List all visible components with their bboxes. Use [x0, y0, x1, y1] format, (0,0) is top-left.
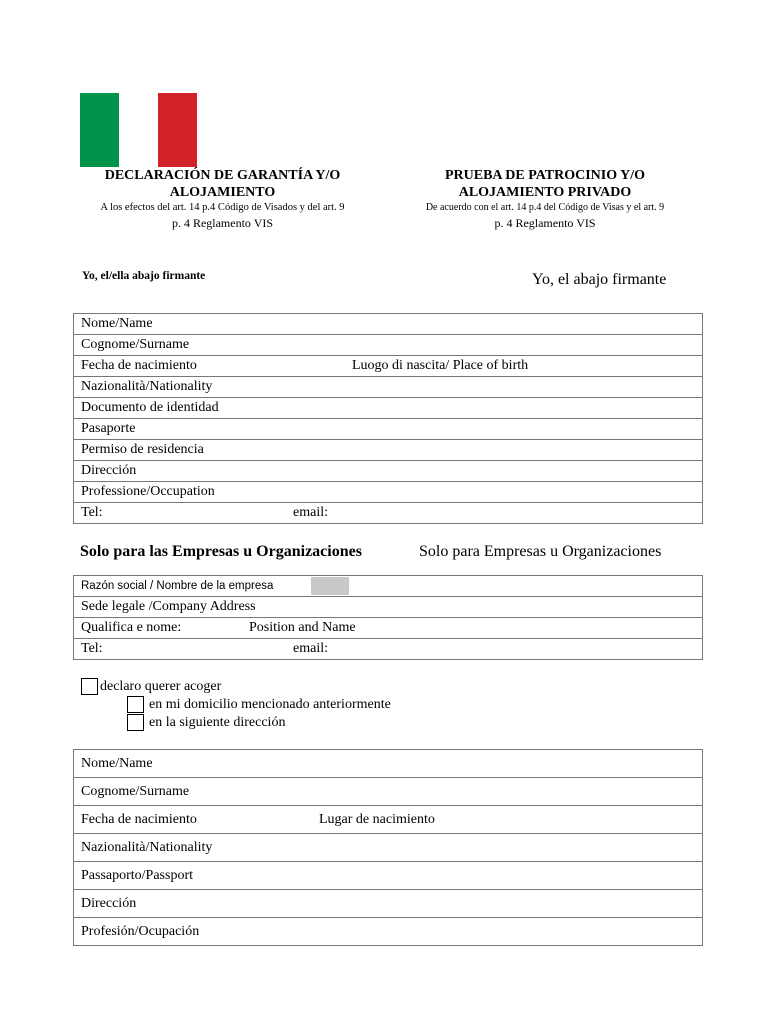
company-contact-field[interactable] [74, 639, 703, 660]
intro-left-label: Yo, el/ella abajo firmante [82, 270, 206, 282]
header-left-subtitle-2: p. 4 Reglamento VIS [171, 216, 274, 230]
header-left [80, 167, 365, 231]
declare-hosting-row [81, 678, 221, 695]
signer-nationality-field[interactable] [74, 377, 703, 398]
company-name-label: Razón social / Nombre de la empresa [81, 580, 274, 592]
signer-tel-label: Tel: [81, 505, 103, 520]
flag-red-stripe [158, 93, 197, 167]
company-email-label: email: [293, 641, 328, 656]
declare-hosting-checkbox[interactable] [81, 678, 98, 695]
header-right-subtitle-1: De acuerdo con el art. 14 p.4 del Código de Visas y el art. 9 [425, 202, 665, 213]
company-form-table [73, 575, 703, 660]
option-home-row [127, 696, 391, 713]
guest-nationality-field[interactable] [74, 834, 703, 862]
company-qualification-label: Qualifica e nome: [81, 620, 182, 635]
signer-surname-field[interactable] [74, 335, 703, 356]
guest-name-field[interactable] [74, 750, 703, 778]
declare-hosting-label: declaro querer acoger [100, 678, 222, 694]
guest-nationality-label: Nazionalità/Nationality [81, 839, 213, 855]
header-right [400, 167, 690, 231]
flag-green-stripe [80, 93, 119, 167]
option-address-row [127, 714, 285, 731]
signer-occupation-field[interactable] [74, 482, 703, 503]
company-section-title-left: Solo para las Empresas u Organizaciones [80, 543, 362, 560]
company-name-field[interactable] [74, 576, 703, 597]
signer-email-label: email: [293, 505, 328, 520]
company-address-field[interactable] [74, 597, 703, 618]
signer-address-label: Dirección [81, 463, 137, 478]
signer-name-field[interactable] [74, 314, 703, 335]
signer-nationality-label: Nazionalità/Nationality [81, 379, 213, 394]
guest-form-table [73, 749, 703, 946]
company-qualification-field[interactable] [74, 618, 703, 639]
guest-name-label: Nome/Name [81, 755, 153, 771]
signer-birth-date-label: Fecha de nacimiento [81, 358, 197, 373]
signer-id-document-label: Documento de identidad [81, 400, 219, 415]
option-home-checkbox[interactable] [127, 696, 144, 713]
header-left-title-1: DECLARACIÓN DE GARANTÍA Y/O [104, 168, 341, 183]
flag-white-stripe [119, 93, 158, 167]
guest-surname-field[interactable] [74, 778, 703, 806]
company-position-label: Position and Name [249, 620, 356, 635]
header-left-title-2: ALOJAMIENTO [169, 185, 276, 200]
guest-surname-label: Cognome/Surname [81, 783, 190, 799]
company-address-label: Sede legale /Company Address [81, 599, 256, 614]
company-name-input-placeholder[interactable] [311, 577, 349, 595]
intro-right-label: Yo, el abajo firmante [532, 271, 667, 288]
signer-passport-field[interactable] [74, 419, 703, 440]
header-right-title-1: PRUEBA DE PATROCINIO Y/O [444, 168, 646, 183]
guest-birth-place-label: Lugar de nacimiento [319, 811, 435, 827]
signer-address-field[interactable] [74, 461, 703, 482]
signer-residence-permit-field[interactable] [74, 440, 703, 461]
signer-contact-field[interactable] [74, 503, 703, 524]
guest-occupation-label: Profesión/Ocupación [81, 923, 200, 939]
italian-flag [80, 93, 197, 167]
guest-birth-field[interactable] [74, 806, 703, 834]
signer-id-document-field[interactable] [74, 398, 703, 419]
option-home-label: en mi domicilio mencionado anteriormente [149, 696, 391, 712]
signer-form-table [73, 313, 703, 524]
signer-occupation-label: Professione/Occupation [81, 484, 215, 499]
option-address-checkbox[interactable] [127, 714, 144, 731]
header-right-title-2: ALOJAMIENTO PRIVADO [458, 185, 632, 200]
signer-passport-label: Pasaporte [81, 421, 136, 436]
guest-occupation-field[interactable] [74, 918, 703, 946]
guest-passport-label: Passaporto/Passport [81, 867, 193, 883]
header-left-subtitle-1: A los efectos del art. 14 p.4 Código de Visados y del art. 9 [100, 202, 345, 213]
signer-surname-label: Cognome/Surname [81, 337, 190, 352]
header-right-subtitle-2: p. 4 Reglamento VIS [494, 216, 596, 230]
guest-address-field[interactable] [74, 890, 703, 918]
signer-birth-place-label: Luogo di nascita/ Place of birth [352, 358, 529, 373]
signer-birth-field[interactable] [74, 356, 703, 377]
guest-address-label: Dirección [81, 895, 137, 911]
company-tel-label: Tel: [81, 641, 103, 656]
signer-name-label: Nome/Name [81, 316, 153, 331]
guest-passport-field[interactable] [74, 862, 703, 890]
signer-residence-permit-label: Permiso de residencia [81, 442, 204, 457]
option-address-label: en la siguiente dirección [149, 714, 286, 730]
guest-birth-date-label: Fecha de nacimiento [81, 811, 197, 827]
company-section-title-right: Solo para Empresas u Organizaciones [419, 543, 662, 560]
